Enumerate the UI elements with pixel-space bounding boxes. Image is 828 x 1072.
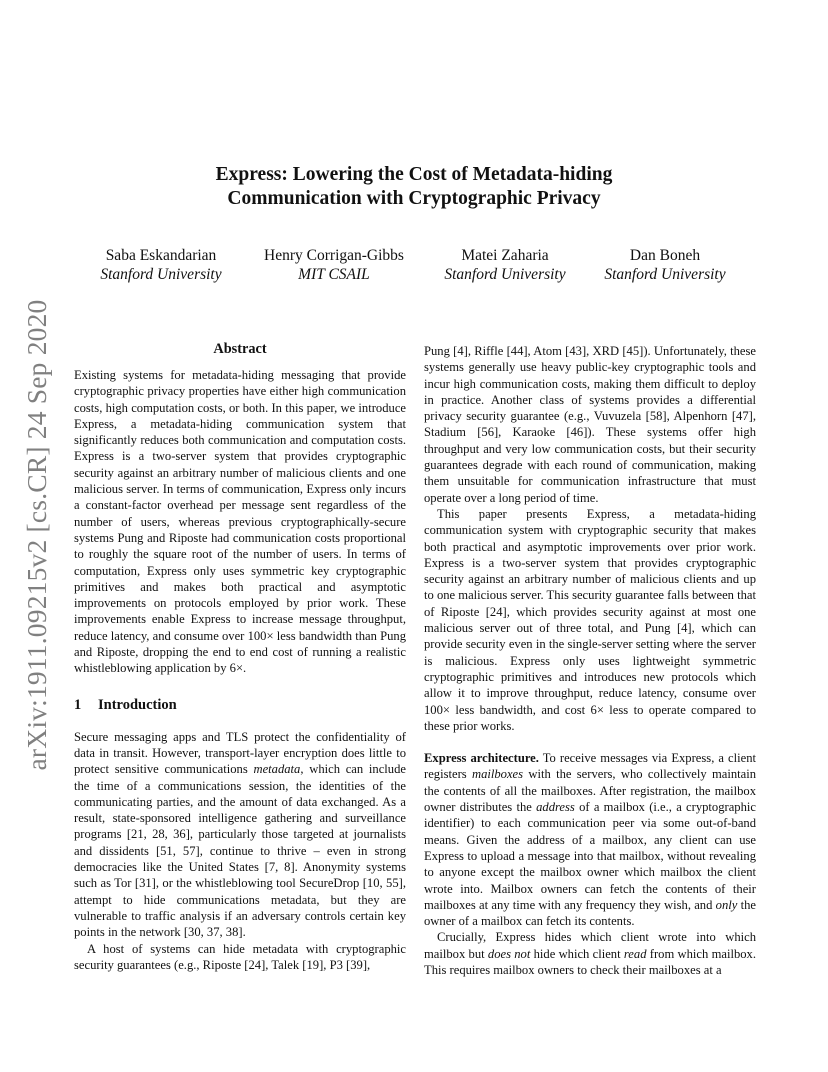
- run-in-heading: Express architecture.: [424, 751, 539, 766]
- arxiv-identifier-stamp: [22, 300, 52, 770]
- arxiv-identifier: arXiv:1911.09215v2 [cs.CR] 24 Sep 2020: [21, 299, 52, 771]
- title-line-1: Express: Lowering the Cost of Metadata-hiding: [215, 164, 613, 185]
- abstract-text: Existing systems for metadata-hiding messaging that provide cryptographic privacy properties have either high communication costs, high computation costs, or both. In this paper, we introduce Express, a metadata-hiding communication system that significantly reduces both communication and computation costs. Express is a two-server system that provides cryptographic security against an arbitrary number of malicious clients and one malicious server. In terms of communication, Express only incurs a constant-factor overhead per message sent regardless of the number of users, whereas previous cryptographically-secure systems Pung and Riposte had communication costs proportional to roughly the square root of the number of users. In terms of computation, Express only uses symmetric key cryptographic primitives and makes both practical and asymptotic improvements on protocols employed by prior work. These improvements enable Express to increase message throughput, reduce latency, and consume over 100× less bandwidth than Pung and Riposte, dropping the end to end cost of running a realistic whistleblowing application by 6×.: [74, 368, 406, 676]
- paper-title: [0, 163, 828, 211]
- author-2: [234, 246, 434, 284]
- author-affiliation: MIT CSAIL: [298, 266, 370, 283]
- author-affiliation: Stanford University: [100, 266, 222, 283]
- section-heading-introduction: [74, 696, 406, 714]
- intro-paragraph-3: This paper presents Express, a metadata-hiding communication system with cryptographic security that makes both practical and asymptotic improvements over prior work. Express is a two-server system that provides cryptographic security against an arbitrary number of malicious clients and up to one malicious server. This security guarantee falls between that of Riposte [24], which provides security against at most one malicious server out of three total, and Pung [4], which can provide security even in the single-server setting where the server is malicious. Express only uses lightweight symmetric cryptographic primitives and introduces new protocols which allow it to improve throughput, reduce latency, consume over 100× less bandwidth, and cost 6× less to operate compared to these prior works.: [424, 506, 756, 733]
- section-number: 1: [74, 696, 82, 713]
- author-name: Matei Zaharia: [461, 247, 549, 264]
- author-name: Dan Boneh: [629, 247, 701, 264]
- intro-paragraph-2-start: A host of systems can hide metadata with cryptographic security guarantees (e.g., Riposte [24], Talek [19], P3 [39],: [74, 941, 406, 972]
- intro-paragraph-2-continued: Pung [4], Riffle [44], Atom [43], XRD [45]). Unfortunately, these systems generally use heavy public-key cryptographic tools and incur high communication costs, making them difficult to deploy in practice. Another class of systems provides a differential privacy security guarantee (e.g., Vuvuzela [58], Alpenhorn [47], Stadium [56], Karaoke [46]). These systems offer high throughput and very low communication costs, but their security guarantees degrade with each round of communication, making them unsuitable for communication infrastructure that must operate over a long period of time.: [424, 344, 756, 505]
- author-block: [0, 246, 828, 286]
- author-1: [61, 246, 261, 284]
- author-name: Saba Eskandarian: [105, 247, 217, 264]
- intro-paragraph-1: Secure messaging apps and TLS protect the confidentiality of data in transit. However, transport-layer encryption does little to protect sensitive communications metadata, which can include the time of a communications session, the identities of the communicating parties, and the amount of data exchanged. As a result, state-sponsored intelligence gathering and surveillance programs [21, 28, 36], particularly those targeted at journalists and dissidents [51, 57], continue to thrive – even in strong democracies like the United States [7, 8]. Anonymity systems such as Tor [31], or the whistleblowing tool SecureDrop [10, 55], attempt to hide communications metadata, but they are vulnerable to traffic analysis if an adversary controls certain key points in the network [30, 37, 38].: [74, 729, 406, 940]
- left-column: [74, 340, 406, 973]
- author-name: Henry Corrigan-Gibbs: [264, 247, 404, 264]
- right-column: [424, 343, 756, 978]
- author-affiliation: Stanford University: [604, 266, 726, 283]
- express-architecture-paragraph: Express architecture. To receive messages via Express, a client registers mailboxes with the servers, who collectively maintain the contents of all the mailboxes. After registration, the mailbox owner distributes the address of a mailbox (i.e., a cryptographic identifier) to each communication peer via some out-of-band means. Given the address of a mailbox, any client can use Express to upload a message into that mailbox, without revealing to anyone except the mailbox owner which mailbox the client wrote into. Mailbox owners can fetch the contents of their mailboxes at any time with any frequency they wish, and only the owner of a mailbox can fetch its contents.: [424, 751, 757, 929]
- section-title: Introduction: [98, 696, 177, 713]
- author-4: [565, 246, 765, 284]
- abstract-heading: Abstract: [213, 341, 267, 357]
- title-line-2: Communication with Cryptographic Privacy: [227, 188, 601, 209]
- intro-paragraph-5: Crucially, Express hides which client wrote into which mailbox but does not hide which client read from which mailbox. This requires mailbox owners to check their mailboxes at a: [424, 930, 756, 977]
- author-affiliation: Stanford University: [444, 266, 566, 283]
